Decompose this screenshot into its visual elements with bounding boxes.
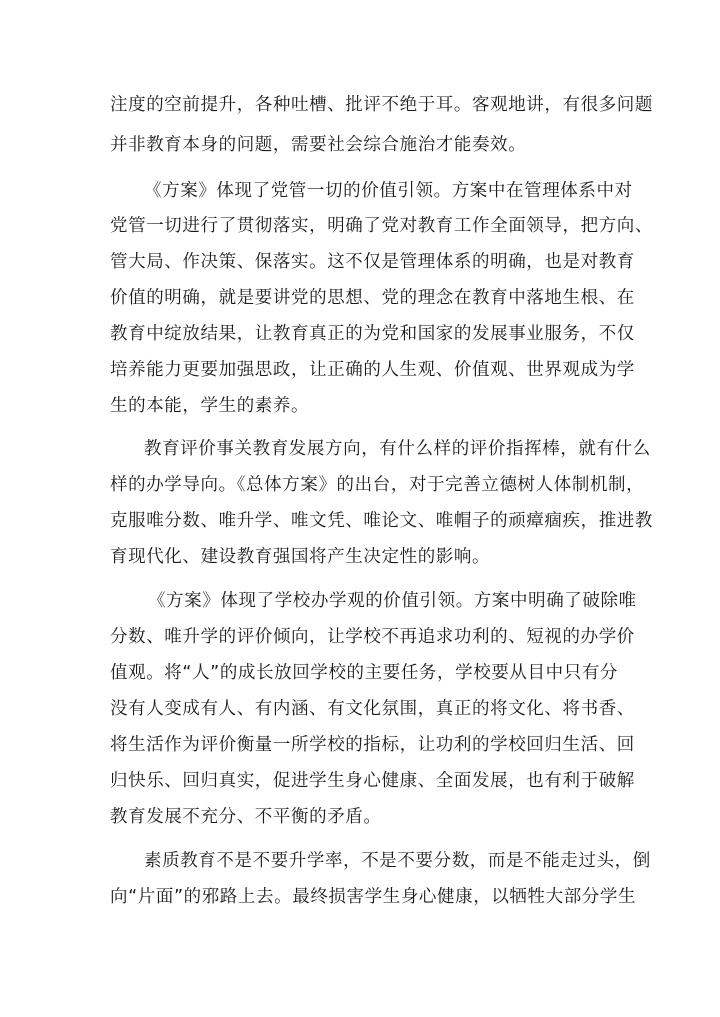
paragraph-start-line: 素质教育不是不要升学率，不是不要分数，而是不能走过头，倒: [144, 851, 651, 871]
text-line: 管大局、作决策、保落实。这不仅是管理体系的明确，也是对教育: [110, 252, 635, 272]
text-line: 教育中绽放结果，让教育真正的为党和国家的发展事业服务，不仅: [110, 324, 635, 344]
text-line: 将生活作为评价衡量一所学校的指标，让功利的学校回归生活、回: [110, 735, 635, 755]
text-line: 价值的明确，就是要讲党的思想、党的理念在教育中落地生根、在: [110, 288, 635, 308]
paragraph-start-line: 《方案》体现了党管一切的价值引领。方案中在管理体系中对: [144, 181, 633, 201]
text-line: 注度的空前提升，各种吐槽、批评不绝于耳。客观地讲，有很多问题: [110, 95, 653, 115]
text-line: 培养能力更要加强思政，让正确的人生观、价值观、世界观成为学: [110, 360, 635, 380]
text-line: 分数、唯升学的评价倾向，让学校不再追求功利的、短视的办学价: [110, 627, 635, 647]
text-line: 党管一切进行了贯彻落实，明确了党对教育工作全面领导，把方向、: [110, 216, 653, 236]
text-line: 归快乐、回归真实，促进学生身心健康、全面发展，也有利于破解: [110, 771, 635, 791]
text-line: 教育发展不充分、不平衡的矛盾。: [110, 807, 382, 827]
text-line: 样的办学导向。《总体方案》的出台，对于完善立德树人体制机制，: [110, 475, 645, 495]
text-line: 生的本能，学生的素养。: [110, 396, 310, 416]
paragraph-start-line: 教育评价事关教育发展方向，有什么样的评价指挥棒，就有什么: [144, 439, 651, 459]
text-line: 育现代化、建设教育强国将产生决定性的影响。: [110, 547, 491, 567]
text-line: 向“片面”的邪路上去。最终损害学生身心健康，以牺牲大部分学生: [110, 887, 637, 907]
text-line: 克服唯分数、唯升学、唯文凭、唯论文、唯帽子的顽瘴痼疾，推进教: [110, 511, 653, 531]
text-line: 没有人变成有人、有内涵、有文化氛围，真正的将文化、将书香、: [110, 699, 635, 719]
text-line: 值观。将“人”的成长放回学校的主要任务，学校要从目中只有分: [110, 663, 619, 683]
paragraph-start-line: 《方案》体现了学校办学观的价值引领。方案中明确了破除唯: [148, 591, 637, 611]
text-line: 并非教育本身的问题，需要社会综合施治才能奏效。: [110, 135, 527, 155]
